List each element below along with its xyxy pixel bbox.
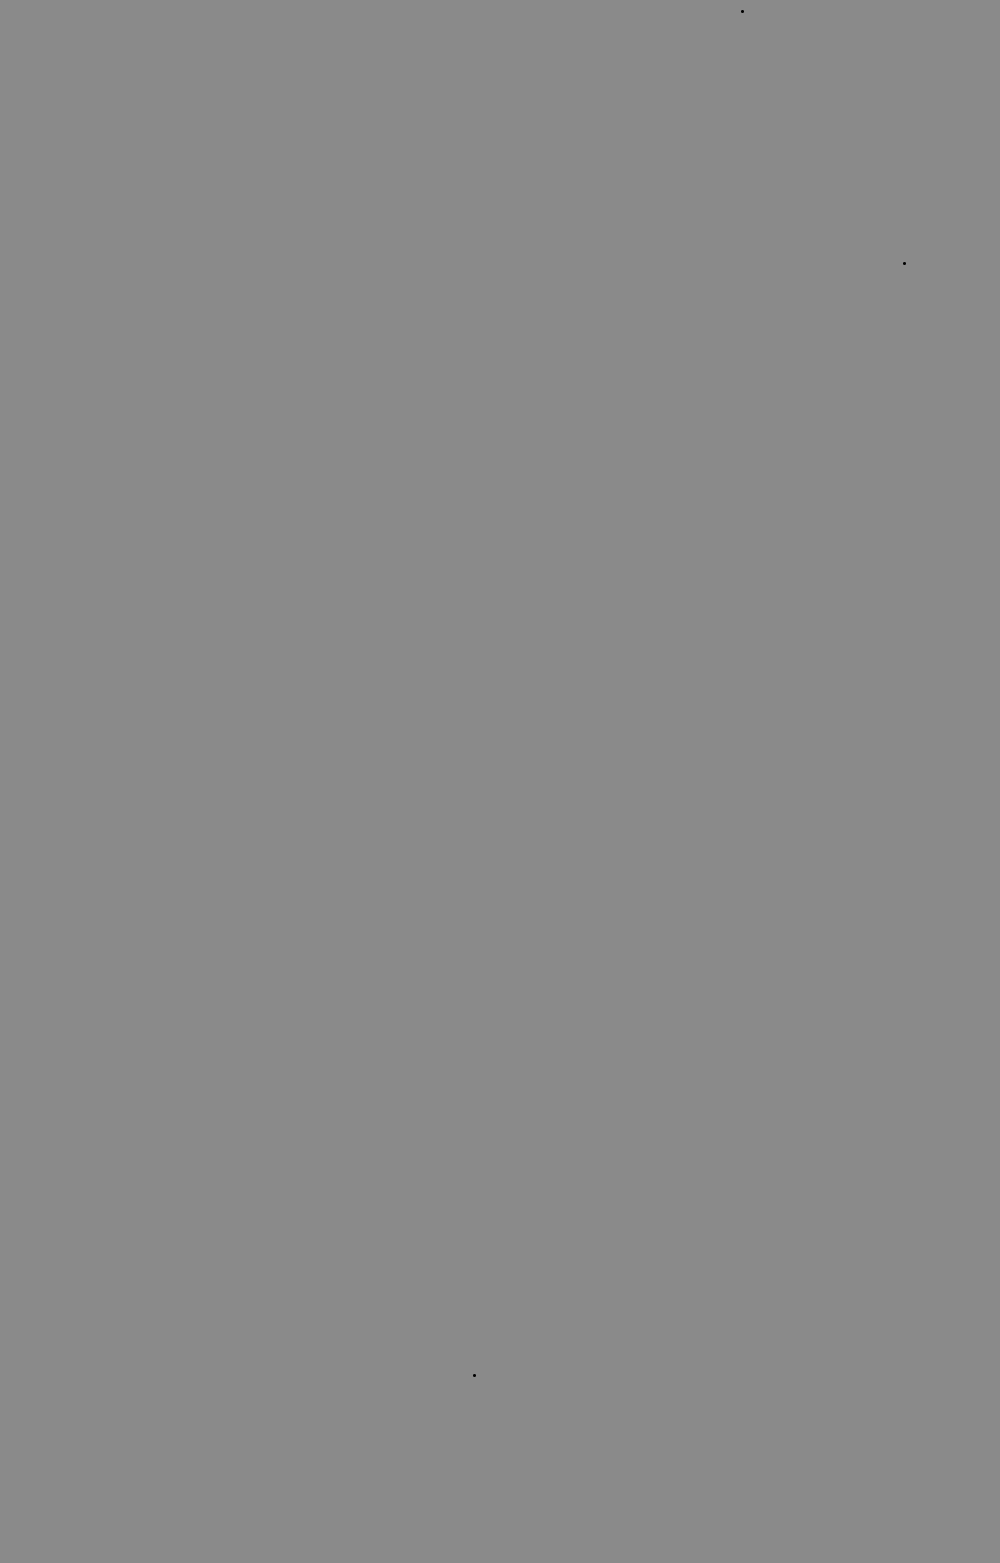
scan-speck: [741, 10, 744, 13]
scan-speck: [473, 1374, 476, 1377]
scan-speck: [903, 262, 906, 265]
